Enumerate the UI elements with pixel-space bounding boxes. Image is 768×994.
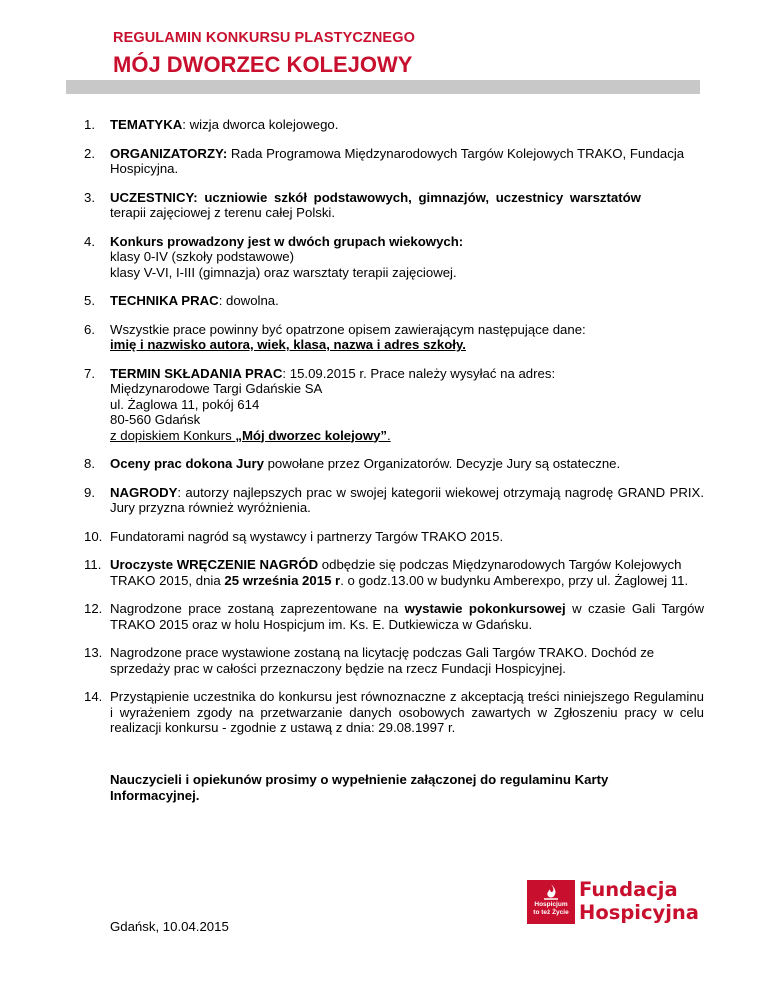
rule-text: : wizja dworca kolejowego. [182,117,339,132]
rule-label: Uroczyste WRĘCZENIE NAGRÓD [110,557,319,572]
rule-label: NAGRODY [110,484,178,500]
rule-number: 3. [84,189,95,205]
flame-icon [541,883,561,901]
rule-text: : autorzy najlepszych prac w swojej kategorii wiekowej otrzymają nagrodę GRAND PRIX. Jury przyzna również wyróżnienia. [110,484,704,515]
rule-emphasis: imię i nazwisko autora, wiek, klasa, nazwa i adres szkoły. [110,337,466,352]
rule-number: 6. [84,321,95,337]
rule-text: Nagrodzone prace wystawione zostaną na licytację podczas Gali Targów TRAKO. Dochód ze sprzedaży prac w całości przeznaczony będzie na rzecz Fundacji Hospicyjnej. [110,645,655,676]
logo-tagline-line: Hospicjum [534,901,568,908]
rule-label: Oceny prac dokona Jury [110,456,264,471]
rule-label: ORGANIZATORZY: [110,145,228,161]
rule-number: 11. [84,557,102,572]
document-subtitle: REGULAMIN KONKURSU PLASTYCZNEGO [113,30,415,46]
rule-number: 9. [84,484,95,500]
address-line: ul. Żaglowa 11, pokój 614 [110,396,260,412]
teacher-note: Nauczycieli i opiekunów prosimy o wypełnienie załączonej do regulaminu Karty Informacyjnej. [110,772,609,803]
rule-label: TERMIN SKŁADANIA PRAC [110,365,283,381]
rule-number: 4. [84,233,95,249]
rule-item-2 [84,146,704,177]
rule-item-10 [84,529,704,545]
rule-text: Wszystkie prace powinny być opatrzone opisem zawierającym następujące dane: [110,321,586,337]
rule-number: 8. [84,456,95,471]
rule-text: powołane przez Organizatorów. Decyzje Jury są ostateczne. [263,456,621,471]
logo-tagline-line: to też Życie [533,909,569,916]
header-divider-bar [66,80,700,94]
logo-wordmark [579,878,699,924]
address-note [110,428,704,444]
rule-item-9 [84,485,704,516]
rule-item-8 [84,456,704,472]
award-date: 25 września 2015 r [224,572,341,588]
rule-label: TEMATYKA [110,117,183,132]
rule-number: 13. [84,645,103,660]
address-note-text: z dopiskiem Konkurs [110,427,236,443]
rule-text: odbędzie się podczas Międzynarodowych Targów Kolejowych TRAKO 2015, dnia [110,557,682,588]
rule-text: terapii zajęciowej z terenu całej Polski. [110,205,336,220]
rule-number: 5. [84,293,95,308]
address-note-end: . [387,427,391,443]
rule-number: 14. [84,689,103,704]
rule-text: . o godz.13.00 w budynku Amberexpo, przy ul. Żaglowej 11. [340,572,689,588]
logo-wordmark-line: Hospicyjna [579,901,699,924]
rule-item-4 [84,234,704,281]
rule-item-14 [84,689,704,736]
rule-text: Fundatorami nagród są wystawcy i partnerzy Targów TRAKO 2015. [110,528,504,544]
document-title: MÓJ DWORZEC KOLEJOWY [113,52,413,77]
place-date: Gdańsk, 10.04.2015 [110,919,229,934]
rule-number: 12. [84,601,103,616]
rule-text: klasy V-VI, I-III (gimnazja) oraz warsztaty terapii zajęciowej. [110,264,457,280]
rule-text: klasy 0-IV (szkoły podstawowe) [110,249,294,264]
rule-number: 10. [84,528,103,544]
rule-text: : dowolna. [218,293,279,308]
rule-item-13 [84,645,704,676]
logo-emblem [527,880,575,924]
rule-item-6 [84,322,704,353]
rule-number: 2. [84,145,95,161]
logo-wordmark-line: Fundacja [579,878,678,901]
fundacja-hospicyjna-logo [527,878,699,926]
rule-text: Rada Programowa Międzynarodowych Targów Kolejowych TRAKO, Fundacja Hospicyjna. [110,145,685,176]
rules-list [84,117,704,736]
rule-number: 7. [84,365,95,381]
address-line: 80-560 Gdańsk [110,412,201,427]
rule-text: Przystąpienie uczestnika do konkursu jest równoznaczne z akceptacją treści niniejszego Regulaminu i wyrażeniem zgody na przetwarzanie danych osobowych zawartych w Zgłoszeniu pracy w celu realizacji konkursu - zgodnie z ustawą z dnia: 29.08.1997 r. [110,689,704,735]
rule-item-12 [84,601,704,632]
rule-item-11 [84,557,704,588]
rule-item-5 [84,293,704,309]
rule-text: Nagrodzone prace zostaną zaprezentowane na [110,601,405,616]
rule-text: : 15.09.2015 r. Prace należy wysyłać na adres: [282,365,556,381]
rule-item-3 [84,190,704,221]
address-line: Międzynarodowe Targi Gdańskie SA [110,381,323,396]
rule-number: 1. [84,117,95,132]
rule-label: Konkurs prowadzony jest w dwóch grupach wiekowych: [110,233,464,249]
rule-item-1 [84,117,704,133]
logo-tagline [529,901,573,917]
contest-name: „Mój dworzec kolejowy” [235,427,388,443]
rule-label: UCZESTNICY: uczniowie szkół podstawowych, gimnazjów, uczestnicy warsztatów [110,189,641,205]
rule-label: wystawie pokonkursowej [404,601,566,616]
rule-text: w czasie Gali Targów TRAKO 2015 oraz w holu Hospicjum im. Ks. E. Dutkiewicza w Gdańsku. [110,601,704,632]
rule-label: TECHNIKA PRAC [110,293,219,308]
rule-item-7 [84,366,704,444]
